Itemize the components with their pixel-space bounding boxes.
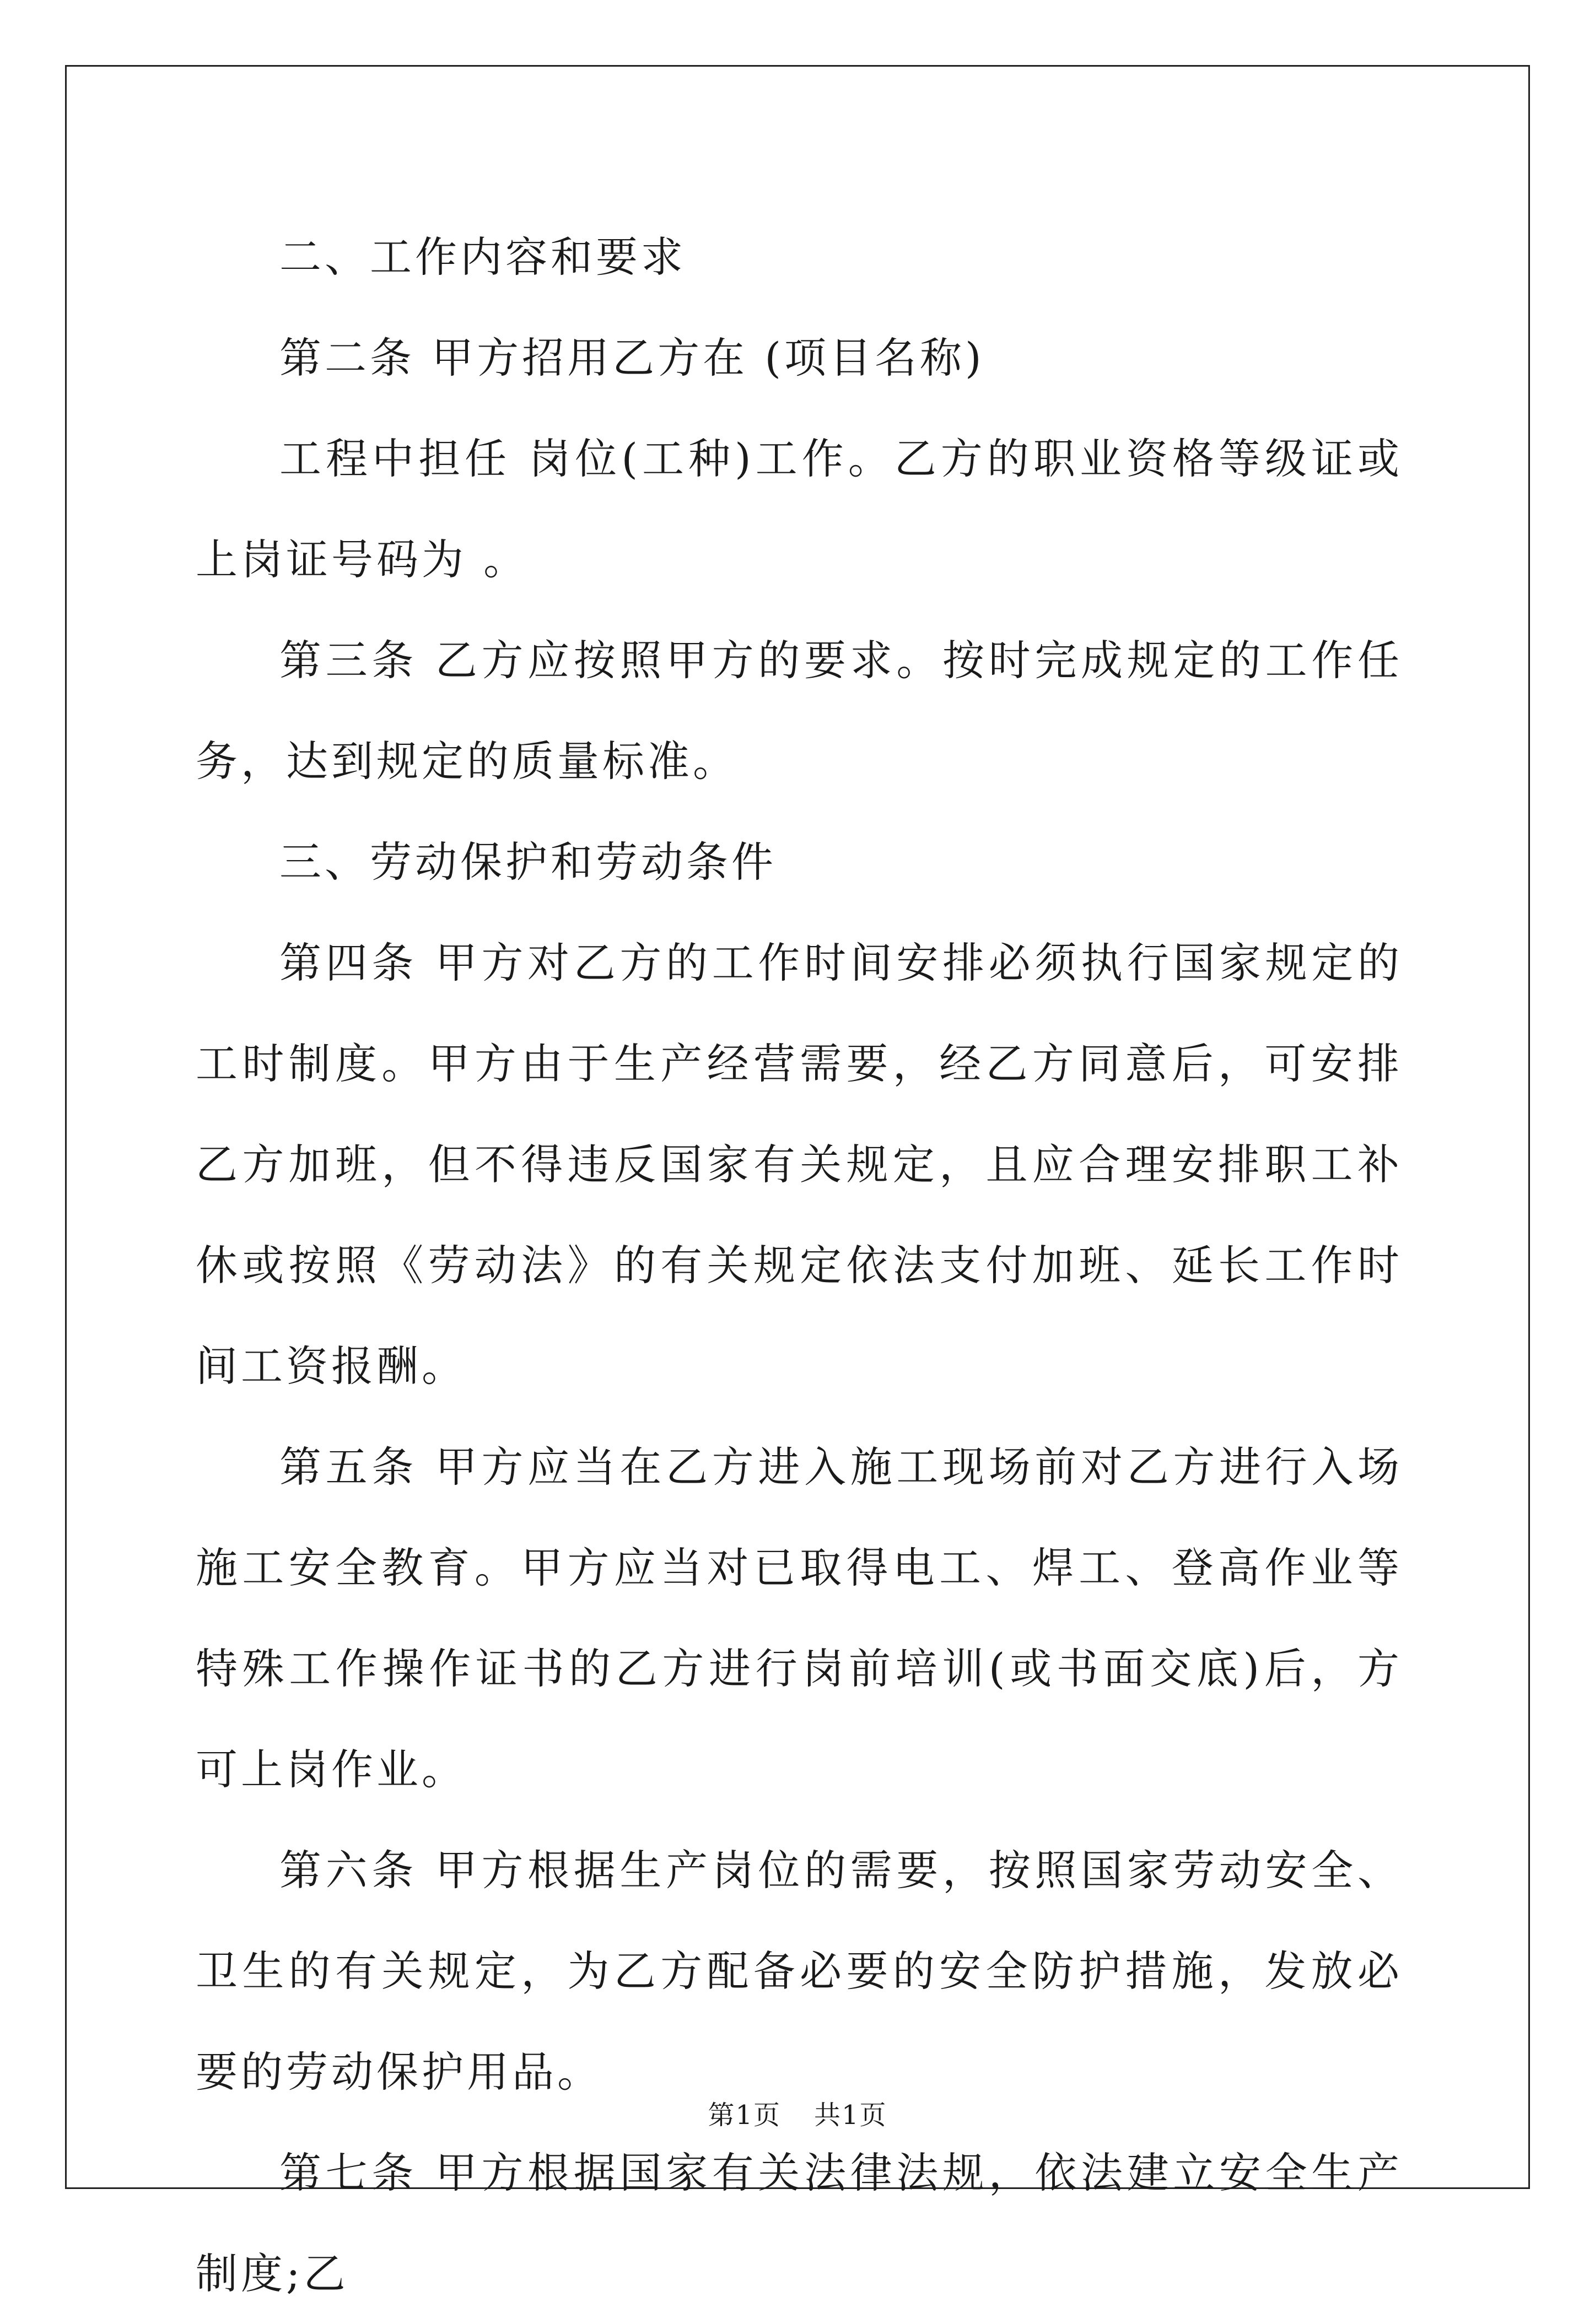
article-2-continuation: 工程中担任 岗位(工种)工作。乙方的职业资格等级证或上岗证号码为 。 xyxy=(196,434,1403,584)
article-2-paragraph: 第二条 甲方招用乙方在 (项目名称) xyxy=(279,333,985,382)
article-7-paragraph: 第七条 甲方根据国家有关法律法规，依法建立安全生产制度;乙 xyxy=(196,2148,1403,2298)
article-4-paragraph: 第四条 甲方对乙方的工作时间安排必须执行国家规定的工时制度。甲方由于生产经营需要，经乙方同意后，可安排乙方加班，但不得违反国家有关规定，且应合理安排职工补休或按照《劳动法》的有关规定依法支付加班、延长工作时间工资报酬。 xyxy=(196,938,1403,1391)
page-footer xyxy=(0,2094,1595,2132)
section-heading-work-content: 二、工作内容和要求 xyxy=(279,233,686,282)
section-heading-labor-protection: 三、劳动保护和劳动条件 xyxy=(279,837,777,887)
article-6-paragraph: 第六条 甲方根据生产岗位的需要，按照国家劳动安全、卫生的有关规定，为乙方配备必要的安全防护措施，发放必要的劳动保护用品。 xyxy=(196,1846,1403,2096)
article-5-paragraph: 第五条 甲方应当在乙方进入施工现场前对乙方进行入场施工安全教育。甲方应当对已取得电工、焊工、登高作业等特殊工作操作证书的乙方进行岗前培训(或书面交底)后，方可上岗作业。 xyxy=(196,1442,1403,1794)
page-number: 第1页 xyxy=(708,2100,781,2131)
document-body xyxy=(196,207,1403,2324)
page-total: 共1页 xyxy=(814,2100,887,2131)
article-3-paragraph: 第三条 乙方应按照甲方的要求。按时完成规定的工作任务，达到规定的质量标准。 xyxy=(196,636,1403,786)
